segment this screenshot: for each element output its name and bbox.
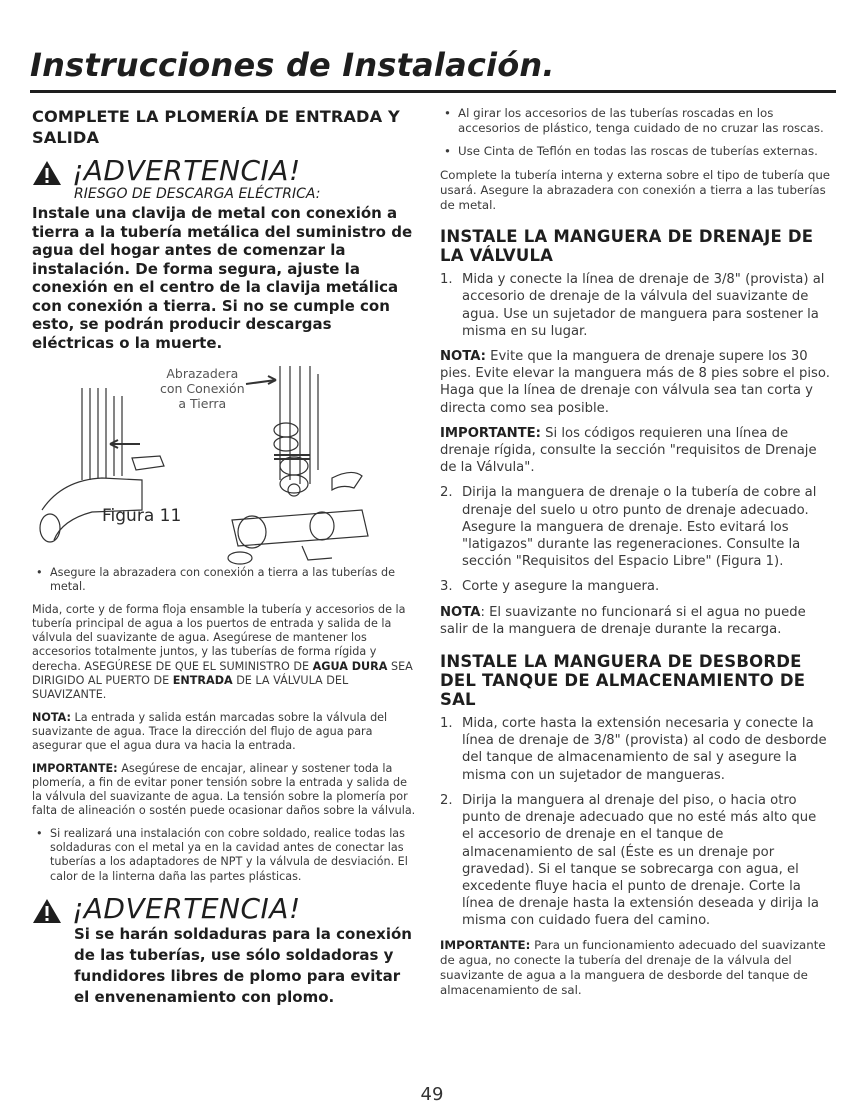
clamp-label-line3: a Tierra [178,396,227,411]
warning-body: Si se harán soldaduras para la conexión de las tuberías, use sólo soldadoras y fundidores libres de plomo para evitar el envenenamiento con plomo. [74,924,412,1006]
page-title: Instrucciones de Instalación. [30,46,555,84]
warning-subtitle: RIESGO DE DESCARGA ELÉCTRICA: [74,186,321,202]
list-item: • Si realizará una instalación con cobre soldado, realice todas las soldaduras con el metal ya en la cavidad antes de conectar las tuberías a los adaptadores de NPT y la válvula de desviación. El calor de la linterna daña las partes plásticas. [32,827,418,884]
figure-caption: Figura 11 [102,506,182,526]
section-heading-overflow-drain: INSTALE LA MANGUERA DE DESBORDE DEL TANQUE DE ALMACENAMIENTO DE SAL [440,652,806,710]
note-text: Evite que la manguera de drenaje supere los 30 pies. Evite elevar la manguera más de 8 pies sobre el piso. Haga que la línea de drenaje con válvula sea tan corta y directa como sea posible. [440,349,830,416]
step-text: Corte y asegure la manguera. [462,579,660,595]
numbered-step [440,715,832,784]
paragraph-plumbing [32,603,418,703]
list-item: • Asegure la abrazadera con conexión a tierra a las tuberías de metal. [32,566,418,595]
warning-icon [32,898,62,924]
note-label: NOTA: [32,710,71,724]
note-paragraph [32,711,418,754]
paragraph-text: DE LA VÁLVULA DEL SUAVIZANTE. [32,674,349,702]
list-item: • Al girar los accesorios de las tuberías roscadas en los accesorios de plástico, tenga cuidado de no cruzar las roscas. [440,106,832,136]
note-paragraph [440,604,832,638]
numbered-step [440,271,832,340]
step-text: Dirija la manguera al drenaje del piso, o hacia otro punto de drenaje adecuado que no esté más alto que el accesorio de drenaje en el tanque de almacenamiento de sal (Éste es un drenaje por gravedad). Si el tanque se sobrecarga con agua, el excedente fluye hacia el punto de drenaje. Corte la línea de drenaje hasta la extensión deseada y dirija la misma con cuidado fuera del camino. [462,792,819,929]
important-paragraph [440,425,832,477]
numbered-step [440,484,832,570]
section-heading-plumbing: COMPLETE LA PLOMERÍA DE ENTRADA Y SALIDA [32,107,400,147]
clamp-label [160,366,245,411]
numbered-step [440,578,832,595]
important-text: Si los códigos requieren una línea de drenaje rígida, consulte la sección "requisitos de Drenaje de la Válvula". [440,425,817,476]
note-text: La entrada y salida están marcadas sobre la válvula del suavizante de agua. Trace la dirección del flujo de agua para asegurar que el agua dura va hacia la entrada. [32,710,388,753]
paragraph-text: Mida, corte y de forma floja ensamble la tubería y accesorios de la tubería principal de agua a los puertos de entrada y salida de la válvula del suavizante de agua. Asegúrese de mantener los accesorios totalmente juntos, y las tuberías de forma rígida y derecha. ASEGÚRESE DE QUE EL SUMINISTRO DE [32,602,406,673]
right-column [440,106,832,1006]
list-item: • Use Cinta de Teflón en todas las roscas de tuberías externas. [440,144,832,159]
clamp-label-line1: Abrazadera [166,366,239,381]
section-heading-valve-drain: INSTALE LA MANGUERA DE DRENAJE DE LA VÁLVULA [440,227,814,266]
clamp-label-line2: con Conexión [160,381,245,396]
left-column [32,106,418,1008]
step-text: Mida y conecte la línea de drenaje de 3/8" (provista) al accesorio de drenaje de la válvula del suavizante de agua. Use un sujetador de manguera para sostener la misma en su lugar. [462,272,825,339]
step-text: Dirija la manguera de drenaje o la tubería de cobre al drenaje del suelo u otro punto de drenaje adecuado. Asegure la manguera de drenaje. Esto evitará los "latigazos" durante las regeneraciones. Consulte la sección "Requisitos del Espacio Libre" (Figura 1). [462,485,817,570]
numbered-step [440,792,832,930]
title-divider [30,90,836,93]
note-text: : El suavizante no funcionará si el agua no puede salir de la manguera de drenaje durante la recarga. [440,604,806,637]
emphasis-text: AGUA DURA [312,659,388,673]
step-number: 1. [440,716,453,732]
note-label: NOTA: [440,349,486,365]
figure-11 [32,360,418,566]
important-paragraph [32,762,418,819]
step-number: 2. [440,792,453,808]
warning-header [32,891,418,925]
emphasis-text: ENTRADA [172,674,233,688]
step-number: 3. [440,579,453,595]
step-text: Mida, corte hasta la extensión necesaria y conecte la línea de drenaje de 3/8" (provista) al codo de desborde del tanque de almacenamiento de sal y asegure la misma con un sujetador de mangueras. [462,716,827,783]
important-text: Asegúrese de encajar, alinear y sostener toda la plomería, a fin de evitar poner tensión sobre la entrada y salida de la válvula del suavizante de agua. La tensión sobre la plomería por falta de alineación o sostén puede ocasionar daños sobre la válvula. [32,761,416,818]
warning-title: ¡ADVERTENCIA! [72,154,301,187]
warning-body: Instale una clavija de metal con conexión a tierra a la tubería metálica del suministro de agua del hogar antes de comenzar la instalación. De forma segura, ajuste la conexión en el centro de la clavija metálica con conexión a tierra. Si no se cumple con esto, se podrán producir descargas eléctricas o la muerte. [32,204,413,352]
paragraph-text: SEA DIRIGIDO AL PUERTO DE [32,659,413,688]
important-label: IMPORTANTE: [32,761,118,775]
note-paragraph [440,348,832,417]
important-paragraph [440,938,832,999]
warning-header [32,156,418,186]
page-number: 49 [420,1084,444,1105]
important-label: IMPORTANTE: [440,425,541,441]
important-label: IMPORTANTE: [440,937,531,952]
step-number: 1. [440,272,453,288]
step-number: 2. [440,485,453,501]
important-text: Para un funcionamiento adecuado del suavizante de agua, no conecte la tubería del drenaje de la válvula del suavizante de agua a la manguera de desborde del tanque de almacenamiento de sal. [440,937,826,998]
warning-title: ¡ADVERTENCIA! [72,891,301,925]
warning-icon [32,160,62,186]
paragraph: Complete la tubería interna y externa sobre el tipo de tubería que usará. Asegure la abrazadera con conexión a tierra a las tuberías de metal. [440,167,831,213]
note-label: NOTA [440,604,481,620]
